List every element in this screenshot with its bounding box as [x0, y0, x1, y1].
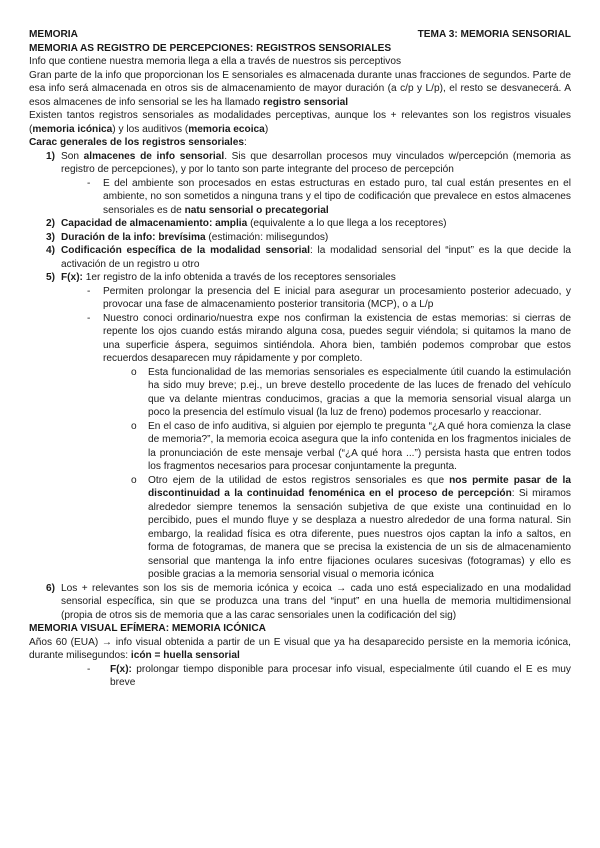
intro-line: Info que contiene nuestra memoria llega a ella a través de nuestros sis perceptivos [29, 56, 402, 67]
list-item-5: 5) F(x): 1er registro de la info obtenida a través de los receptores sensoriales [45, 272, 396, 283]
section-title-registros: MEMORIA AS REGISTRO DE PERCEPCIONES: REGISTROS SENSORIALES [29, 42, 392, 54]
list-item-4: 4) Codificación específica de la modalidad sensorial: la modalidad sensorial del “input” es la que decide la activación de un registro u otro [45, 245, 571, 270]
header-right: TEMA 3: MEMORIA SENSORIAL [417, 29, 571, 40]
page-header [29, 28, 571, 42]
list-item-5-example-3: o Otro ejem de la utilidad de estos registros sensoriales es que nos permite pasar de la discontinuidad a la continuidad fenoménica en el proceso de percepción: Si miramos alrededor siempre tenemos la sensación subjetiva de que existe una continuidad en lo percibido, pues el mundo fluye y se desplaza a nuestro alrededor de una forma natural. Sin embargo, la realidad física es otra diferente, pues nuestros ojos captan la info a saltos, en forma de fotogramas, de manera que se precisa la existencia de un sis de almacenamiento sensorial que mantenga la info entre fijaciones oculares sucesivas (fotogramas) y ello es posible gracias a la memoria sensorial visual o memoria icónica [131, 474, 571, 580]
section-title-memoria-iconica: MEMORIA VISUAL EFÍMERA: MEMORIA ICÓNICA [29, 623, 266, 634]
list-item-5-example-2: o En el caso de info auditiva, si alguien por ejemplo te pregunta “¿A qué hora comienza la clase de memoria?”, la memoria ecoica asegura que la info contenida en los fragmentos iniciales de la pronunciación de este mensaje verbal (“¿A qué hora ...”) persista hasta que entren todos los fragmentos necesarios para procesar conjuntamente la pregunta. [131, 420, 571, 472]
paragraph-iconica: Años 60 (EUA) → info visual obtenida a partir de un E visual que ya ha desaparecido persiste en la memoria icónica, durante milisegundos: icón = huella sensorial [29, 636, 571, 661]
list-item-6: 6) Los + relevantes son los sis de memoria icónica y ecoica → cada uno está especializado en una modalidad sensorial específica, sin que se produzca una trans del “input” en una huella de memoria multidimensional (propia de otros sis de memoria que a las carac sensoriales unen la codificación del sig) [45, 582, 571, 621]
list-item-5-sub-2: - Nuestro conoci ordinario/nuestra expe nos confirman la existencia de estas memorias: si cierras de repente los ojos cuando estás mirando alguna cosa, puedes seguir viéndola; si quitamos la mano de una superficie áspera, seguimos sintiéndola. Ahora bien, también podemos comprobar que estos recuerdos desaparecen muy rápidamente y por completo. [87, 312, 571, 364]
list-item-1: 1) Son almacenes de info sensorial. Sis que desarrollan procesos muy vinculados w/percepción (memoria as registro de percepciones), y por lo tanto son parte integrante del proceso de percepción [45, 150, 571, 175]
paragraph-registro-sensorial: Gran parte de la info que proporcionan los E sensoriales es almacenada durante unas fracciones de segundos. Parte de esa info será almacenada en otros sis de almacenamiento de mayor duración (a c/p y L/p), el resto se desvanecerá. A esos almacenes de info sensorial se les ha llamado registro sensorial [29, 69, 571, 108]
header-left: MEMORIA [29, 29, 78, 40]
list-item-5-example-1: o Esta funcionalidad de las memorias sensoriales es especialmente útil cuando la estimulación ha sido muy breve; p.ej., un breve destello procedente de las luces de frenado del vehículo que va delante mientras conducimos, gracias a que la memoria sensorial visual alarga un poco la presencia del estímulo visual (la luz de freno) podemos procesarlo y reaccionar. [131, 366, 571, 418]
list-item-5-sub-1: - Permiten prolongar la presencia del E inicial para asegurar un procesamiento posterior adecuado, y provocar una fase de almacenamiento posterior transitoria (MCP), o a L/p [87, 285, 571, 310]
paragraph-modalidades: Existen tantos registros sensoriales as modalidades perceptivas, aunque los + relevantes son los registros visuales (memoria icónica) y los auditivos (memoria ecoica) [29, 110, 571, 135]
list-item-1-sub: - E del ambiente son procesados en estas estructuras en estado puro, tal cual están presentes en el ambiente, no son sometidos a ninguna trans y el tipo de codificación que prevalece en estos almacenes sensoriales es de natu sensorial o precategorial [87, 177, 571, 216]
iconica-function: - F(x): prolongar tiempo disponible para procesar info visual, especialmente útil cuando el E es muy breve [87, 663, 571, 688]
list-item-3: 3) Duración de la info: brevísima (estimación: milisegundos) [45, 231, 329, 243]
carac-heading: Carac generales de los registros sensoriales: [29, 137, 247, 148]
list-item-2: 2) Capacidad de almacenamiento: amplia (equivalente a lo que llega a los receptores) [45, 218, 447, 229]
